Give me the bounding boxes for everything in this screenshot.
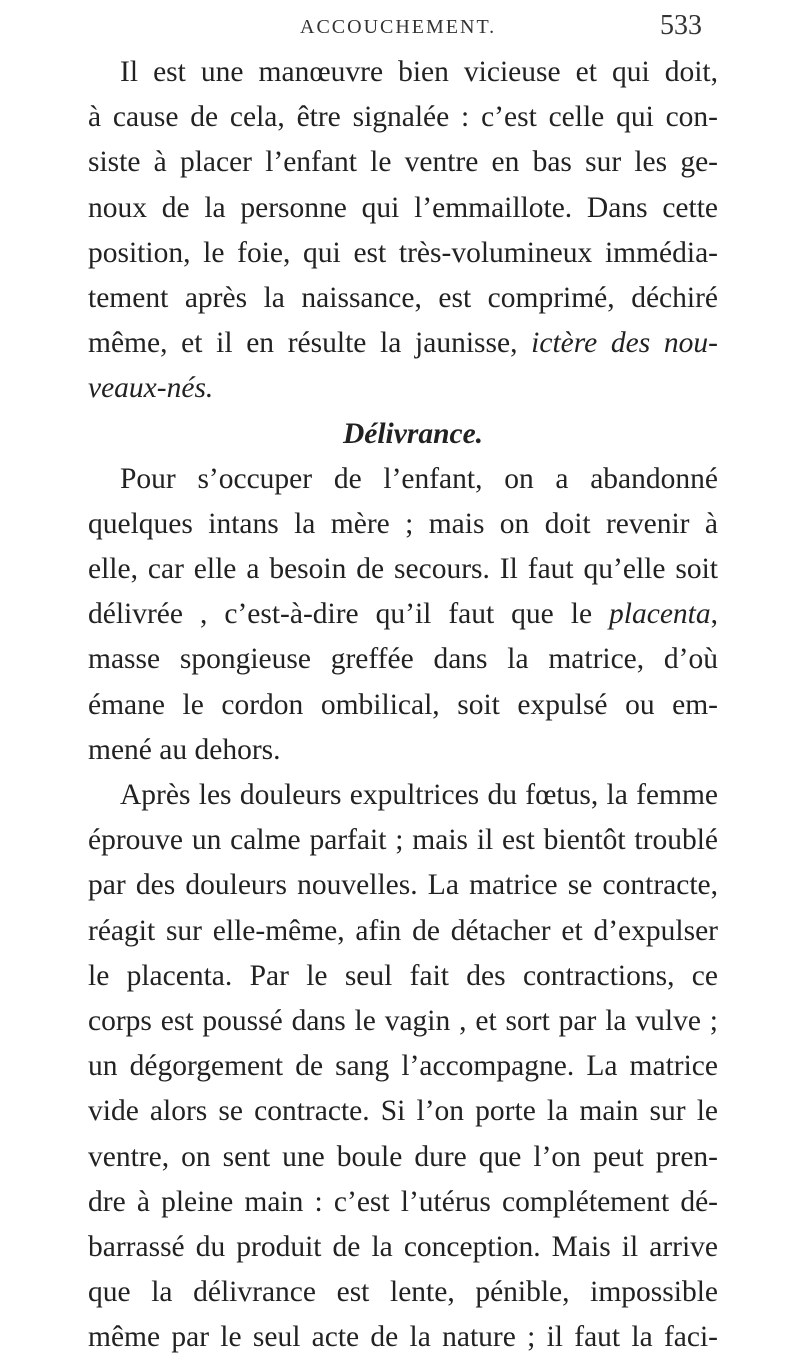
paragraph-placenta [88, 773, 718, 1360]
text-line: réagit sur elle-même, afin de détacher et d’expulser [88, 914, 718, 947]
text-line: ventre, on sent une boule dure que l’on peut pren- [88, 1140, 718, 1173]
italic-term: placenta [609, 598, 711, 631]
text-line: dre à pleine main : c’est l’utérus complétement dé- [88, 1185, 718, 1218]
text-line [88, 321, 718, 366]
running-title: ACCOUCHEMENT. [300, 16, 497, 38]
text-line: même par le seul acte de la nature ; il faut la faci- [88, 1321, 718, 1354]
text-line: Il est une manœuvre bien vicieuse et qui doit, [120, 56, 718, 88]
section-heading: Délivrance. [342, 417, 484, 450]
text-line: masse spongieuse greffée dans la matrice, d’où [88, 643, 718, 676]
text-line: noux de la personne qui l’emmaillote. Dans cette [88, 191, 718, 224]
text-line: siste à placer l’enfant le ventre en bas sur les ge- [88, 146, 718, 179]
text-line: corps est poussé dans le vagin , et sort par la vulve ; [88, 1004, 718, 1037]
text-line: vide alors se contracte. Si l’on porte la main sur le [88, 1095, 718, 1128]
text-line: Pour s’occuper de l’enfant, on a abandonné [120, 462, 718, 495]
text-run: , [710, 598, 718, 631]
text-run: délivrée , c’est-à-dire qu’il faut que le [88, 598, 610, 631]
text-line: mené au dehors. [88, 733, 281, 766]
text-line: que la délivrance est lente, pénible, impossible [88, 1276, 718, 1309]
text-line: par des douleurs nouvelles. La matrice se contracte, [88, 869, 718, 902]
text-line: tement après la naissance, est comprimé, déchiré [88, 281, 718, 314]
paragraph-jaundice [88, 50, 718, 412]
text-line: le placenta. Par le seul fait des contractions, ce [88, 959, 718, 992]
body-text [88, 50, 718, 1360]
text-line: quelques intans la mère ; mais on doit revenir à [88, 507, 718, 540]
italic-term: ictère des nou- [531, 327, 718, 360]
text-line: veaux-nés. [88, 372, 214, 405]
text-line: à cause de cela, être signalée : c’est celle qui con- [88, 101, 718, 134]
running-head [0, 10, 800, 50]
text-line: émane le cordon ombilical, soit expulsé ou em- [88, 688, 718, 721]
page-number: 533 [660, 10, 702, 41]
text-line: position, le foie, qui est très-volumineux immédia- [88, 236, 718, 269]
text-line: un dégorgement de sang l’accompagne. La matrice [88, 1050, 718, 1083]
text-line [88, 592, 718, 637]
text-line: elle, car elle a besoin de secours. Il faut qu’elle soit [88, 553, 718, 586]
text-line: Après les douleurs expultrices du fœtus, la femme [120, 779, 718, 811]
text-run: même, et il en résulte la jaunisse, [88, 327, 532, 360]
paragraph-delivery [88, 457, 718, 773]
text-line: éprouve un calme parfait ; mais il est bientôt troublé [88, 824, 718, 857]
text-line: barrassé du produit de la conception. Mais il arrive [88, 1230, 718, 1263]
